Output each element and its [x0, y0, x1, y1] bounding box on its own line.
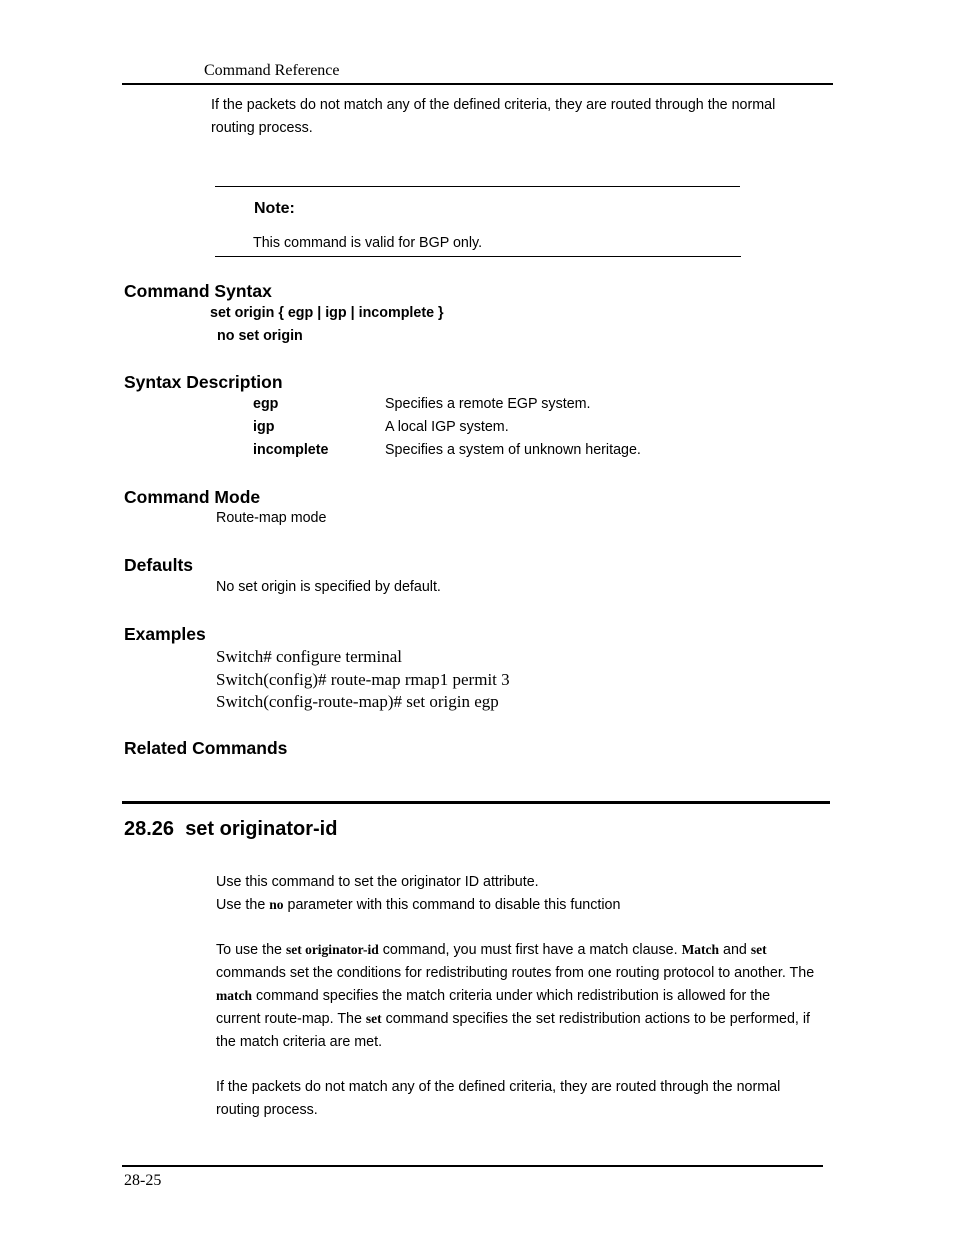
running-header: Command Reference — [204, 62, 340, 79]
footer-rule — [122, 1165, 823, 1167]
note-top-rule — [215, 186, 740, 187]
desc-text: parameter with this command to disable this function — [283, 897, 621, 913]
keyword-match: Match — [681, 942, 720, 957]
desc-text: command specifies the match criteria under which redistribution is allowed for the — [252, 988, 771, 1004]
syntax-desc-igp: A local IGP system. — [385, 419, 509, 435]
desc-p2-line-1 — [216, 942, 767, 958]
desc-p1-line-2 — [216, 897, 620, 913]
desc-text: Use the — [216, 897, 270, 913]
example-line-2: Switch(config)# route-map rmap1 permit 3 — [216, 670, 510, 689]
desc-p2-line-3 — [216, 988, 770, 1004]
page-number: 28-25 — [124, 1172, 162, 1189]
example-line-1: Switch# configure terminal — [216, 647, 403, 666]
intro-line-2: routing process. — [211, 120, 313, 136]
desc-p2-line-4 — [216, 1011, 810, 1027]
syntax-line-1: set origin { egp | igp | incomplete } — [210, 305, 444, 321]
section-rule — [122, 801, 830, 804]
section-title — [124, 818, 337, 841]
keyword-match: match — [216, 988, 252, 1003]
keyword-set-originator-id: set originator-id — [285, 942, 379, 957]
syntax-param-incomplete: incomplete — [253, 442, 329, 458]
desc-p3-line-1: If the packets do not match any of the defined criteria, they are routed through the normal — [216, 1079, 781, 1095]
keyword-set: set — [750, 942, 767, 957]
desc-p2-line-5: the match criteria are met. — [216, 1034, 383, 1050]
defaults-heading: Defaults — [124, 555, 194, 575]
syntax-desc-incomplete: Specifies a system of unknown heritage. — [385, 442, 641, 458]
defaults-text: No set origin is specified by default. — [216, 579, 441, 595]
desc-p3-line-2: routing process. — [216, 1102, 318, 1118]
syntax-description-heading: Syntax Description — [124, 372, 283, 392]
command-mode-text: Route-map mode — [216, 510, 327, 526]
desc-text: and — [719, 942, 751, 958]
desc-text: command, you must first have a match clause. — [378, 942, 682, 958]
section-number: 28.26 — [124, 818, 175, 840]
intro-line-1: If the packets do not match any of the defined criteria, they are routed through the normal — [211, 97, 776, 113]
desc-text: command specifies the set redistribution actions to be performed, if — [381, 1011, 810, 1027]
syntax-param-egp: egp — [253, 396, 279, 412]
related-commands-heading: Related Commands — [124, 738, 288, 758]
note-label: Note: — [254, 200, 295, 217]
keyword-set: set — [365, 1011, 382, 1026]
section-title-text: set originator-id — [185, 818, 338, 840]
header-rule — [122, 83, 833, 85]
desc-text: current route-map. The — [216, 1011, 366, 1027]
note-text: This command is valid for BGP only. — [253, 235, 483, 251]
examples-heading: Examples — [124, 624, 206, 644]
keyword-no: no — [269, 897, 284, 912]
command-mode-heading: Command Mode — [124, 487, 261, 507]
desc-p1-line-1: Use this command to set the originator ID attribute. — [216, 874, 539, 890]
example-line-3: Switch(config-route-map)# set origin egp — [216, 692, 499, 711]
note-bottom-rule — [215, 256, 741, 257]
syntax-line-2: no set origin — [217, 328, 303, 344]
desc-p2-line-2: commands set the conditions for redistributing routes from one routing protocol to another. The — [216, 965, 815, 981]
syntax-param-igp: igp — [253, 419, 275, 435]
desc-text: To use the — [216, 942, 286, 958]
syntax-desc-egp: Specifies a remote EGP system. — [385, 396, 591, 412]
command-syntax-heading: Command Syntax — [124, 281, 272, 301]
